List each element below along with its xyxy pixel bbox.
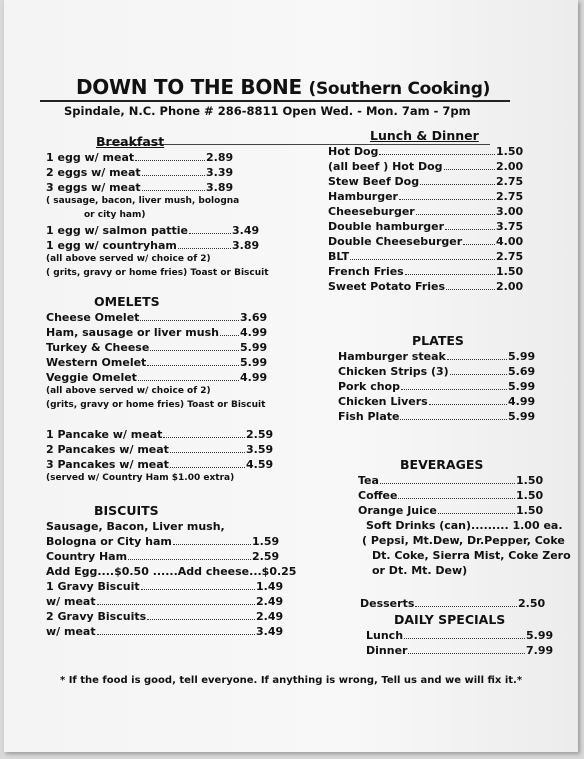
- dot-leader: [415, 597, 517, 607]
- menu-item-name: (all beef ) Hot Dog: [328, 160, 443, 173]
- menu-item-price: 1.50: [516, 504, 544, 517]
- menu-item-price: 2.75: [496, 190, 524, 203]
- breakfast-list-1: [46, 151, 306, 196]
- menu-item-name: Lunch: [366, 629, 404, 642]
- menu-item-name: Cheeseburger: [328, 205, 415, 218]
- breakfast-list-2: [46, 224, 306, 254]
- menu-item-name: 3 Pancakes w/ meat: [46, 458, 169, 471]
- menu-item-name: 2 Gravy Biscuits: [46, 610, 147, 623]
- menu-item: [328, 250, 553, 265]
- menu-item-price: 1.50: [516, 474, 544, 487]
- dot-leader: [463, 235, 495, 245]
- dot-leader: [173, 535, 251, 545]
- menu-item-price: 3.89: [206, 181, 234, 194]
- right-column: [328, 128, 553, 295]
- menu-item: [46, 443, 306, 458]
- restaurant-title: [76, 75, 506, 99]
- menu-item: [328, 280, 553, 295]
- menu-item: [366, 644, 554, 659]
- pancakes-list: [46, 428, 306, 473]
- biscuits-title: BISCUITS: [94, 503, 159, 518]
- menu-item-name: Fish Plate: [338, 410, 400, 423]
- menu-item: [46, 428, 306, 443]
- dot-leader: [142, 181, 205, 191]
- menu-item-price: 2.50: [518, 597, 546, 610]
- menu-item-name: Bologna or City ham: [46, 535, 172, 548]
- menu-item-name: Desserts: [360, 597, 415, 610]
- dot-leader: [350, 250, 495, 260]
- footer-note: * If the food is good, tell everyone. If anything is wrong, Tell us and we will fix it.*: [60, 675, 523, 686]
- left-column: [46, 134, 306, 640]
- desserts-specials: [360, 597, 554, 659]
- menu-item-name: Ham, sausage or liver mush: [46, 326, 219, 339]
- dot-leader: [140, 311, 239, 321]
- menu-item-name: French Fries: [328, 265, 404, 278]
- lunch-title: Lunch & Dinner: [370, 128, 479, 143]
- menu-item-price: 3.00: [496, 205, 524, 218]
- beverages-list: [358, 474, 573, 519]
- dot-leader: [429, 395, 507, 405]
- menu-item: [338, 380, 548, 395]
- menu-item-price: 7.99: [526, 644, 554, 657]
- menu-item: [46, 535, 306, 550]
- menu-item-name: Western Omelet: [46, 356, 147, 369]
- menu-item-price: 1.50: [496, 265, 524, 278]
- dot-leader: [405, 265, 495, 275]
- menu-item-price: 4.00: [496, 235, 524, 248]
- lunch-list: [328, 145, 553, 295]
- menu-item-name: Tea: [358, 474, 379, 487]
- menu-item: [46, 595, 306, 610]
- dot-leader: [400, 410, 507, 420]
- dot-leader: [147, 610, 255, 620]
- menu-item-price: 5.99: [240, 356, 268, 369]
- biscuits-list-1: [46, 535, 306, 565]
- title-divider: [40, 100, 510, 102]
- menu-item-name: Orange Juice: [358, 504, 437, 517]
- menu-item-price: 3.39: [206, 166, 234, 179]
- menu-item-name: Hamburger: [328, 190, 398, 203]
- menu-item-price: 5.99: [526, 629, 554, 642]
- menu-item-name: Double hamburger: [328, 220, 445, 233]
- soft-drinks-list: or Dt. Mt. Dew): [372, 564, 468, 577]
- dot-leader: [379, 145, 495, 155]
- menu-item: [46, 610, 306, 625]
- menu-item-name: 1 egg w/ salmon pattie: [46, 224, 188, 237]
- biscuits-line: Sausage, Bacon, Liver mush,: [46, 520, 225, 533]
- menu-item-name: Chicken Livers: [338, 395, 428, 408]
- menu-item-price: 5.99: [508, 350, 536, 363]
- menu-item-price: 4.99: [240, 371, 268, 384]
- menu-item-name: BLT: [328, 250, 350, 263]
- menu-item-name: 1 Gravy Biscuit: [46, 580, 140, 593]
- breakfast-title: Breakfast: [96, 134, 165, 149]
- menu-item: [366, 629, 554, 644]
- menu-item: [46, 311, 306, 326]
- menu-item: [358, 489, 573, 504]
- dot-leader: [447, 350, 507, 360]
- menu-item-price: 5.99: [508, 410, 536, 423]
- menu-item: [328, 160, 553, 175]
- beverages-section: [358, 457, 573, 579]
- menu-item: [328, 220, 553, 235]
- menu-item: [46, 239, 306, 254]
- menu-item-price: 4.59: [246, 458, 274, 471]
- menu-item: [46, 224, 306, 239]
- menu-item: [338, 410, 548, 425]
- breakfast-note: ( sausage, bacon, liver mush, bologna: [46, 196, 240, 206]
- menu-item: [338, 395, 548, 410]
- menu-item-price: 2.89: [206, 151, 234, 164]
- breakfast-note: or city ham): [84, 210, 146, 220]
- title-subtitle: (Southern Cooking): [308, 79, 491, 99]
- menu-item: [46, 326, 306, 341]
- menu-item-price: 2.49: [256, 595, 284, 608]
- dot-leader: [97, 625, 255, 635]
- menu-item-name: 1 Pancake w/ meat: [46, 428, 163, 441]
- dot-leader: [128, 550, 251, 560]
- dot-leader: [444, 160, 495, 170]
- menu-item-price: 2.59: [252, 550, 280, 563]
- dot-leader: [220, 326, 239, 336]
- dot-leader: [438, 504, 515, 514]
- menu-item: [46, 458, 306, 473]
- menu-item: [338, 350, 548, 365]
- menu-item: [46, 166, 306, 181]
- menu-item-price: 4.99: [240, 326, 268, 339]
- dot-leader: [398, 489, 515, 499]
- dot-leader: [420, 175, 495, 185]
- desserts-row: [360, 597, 550, 612]
- dot-leader: [404, 629, 525, 639]
- biscuits-list-2: [46, 580, 306, 640]
- menu-item-name: Hot Dog: [328, 145, 379, 158]
- menu-item: [358, 474, 573, 489]
- omelets-list: [46, 311, 306, 386]
- menu-item-name: 1 egg w/ meat: [46, 151, 135, 164]
- menu-item-name: Dinner: [366, 644, 408, 657]
- dot-leader: [408, 644, 525, 654]
- menu-item-price: 4.99: [508, 395, 536, 408]
- menu-item: [328, 190, 553, 205]
- pancakes-note: (served w/ Country Ham $1.00 extra): [46, 473, 235, 483]
- menu-item-price: 5.99: [508, 380, 536, 393]
- soft-drinks-list: ( Pepsi, Mt.Dew, Dr.Pepper, Coke: [362, 534, 565, 547]
- menu-item-name: Pork chop: [338, 380, 400, 393]
- menu-item-name: Double Cheeseburger: [328, 235, 463, 248]
- dot-leader: [450, 365, 507, 375]
- soft-drinks: Soft Drinks (can)......... 1.00 ea.: [366, 519, 563, 532]
- menu-item-price: 1.50: [516, 489, 544, 502]
- beverages-title: BEVERAGES: [400, 457, 484, 472]
- plates-title: PLATES: [412, 333, 464, 348]
- menu-item-price: 2.75: [496, 175, 524, 188]
- specials-title: DAILY SPECIALS: [394, 612, 506, 627]
- menu-item: [46, 580, 306, 595]
- menu-item-name: Chicken Strips (3): [338, 365, 449, 378]
- menu-item-name: Cheese Omelet: [46, 311, 140, 324]
- omelets-note: (all above served w/ choice of 2): [46, 386, 211, 396]
- menu-item-name: Veggie Omelet: [46, 371, 137, 384]
- menu-item: [358, 504, 573, 519]
- menu-item-price: 1.49: [256, 580, 284, 593]
- menu-item: [46, 625, 306, 640]
- menu-item-price: 5.99: [240, 341, 268, 354]
- menu-item-price: 2.49: [256, 610, 284, 623]
- menu-item-price: 2.00: [496, 280, 524, 293]
- dot-leader: [141, 580, 255, 590]
- plates-list: [338, 350, 548, 425]
- menu-item: [328, 205, 553, 220]
- dot-leader: [150, 341, 239, 351]
- dot-leader: [445, 220, 495, 230]
- dot-leader: [416, 205, 495, 215]
- menu-item-price: 3.75: [496, 220, 524, 233]
- menu-item-name: Sweet Potato Fries: [328, 280, 446, 293]
- menu-item-name: Country Ham: [46, 550, 128, 563]
- omelets-note: (grits, gravy or home fries) Toast or Biscuit: [46, 400, 266, 410]
- menu-item-price: 3.69: [240, 311, 268, 324]
- dot-leader: [189, 224, 231, 234]
- menu-item-name: w/ meat: [46, 595, 96, 608]
- title-main: DOWN TO THE BONE: [76, 75, 302, 99]
- dot-leader: [170, 443, 245, 453]
- dot-leader: [401, 380, 507, 390]
- dot-leader: [163, 428, 245, 438]
- dot-leader: [97, 595, 255, 605]
- dot-leader: [399, 190, 495, 200]
- breakfast-note: (all above served w/ choice of 2): [46, 254, 211, 264]
- menu-item-price: 2.59: [246, 428, 274, 441]
- menu-item-name: w/ meat: [46, 625, 96, 638]
- menu-item: [46, 341, 306, 356]
- menu-item: [46, 550, 306, 565]
- breakfast-note: ( grits, gravy or home fries) Toast or Biscuit: [46, 268, 269, 278]
- menu-item-price: 1.59: [252, 535, 280, 548]
- menu-item-price: 3.49: [256, 625, 284, 638]
- dot-leader: [380, 474, 515, 484]
- menu-item-name: 3 eggs w/ meat: [46, 181, 141, 194]
- menu-item-price: 2.75: [496, 250, 524, 263]
- menu-item-name: 2 eggs w/ meat: [46, 166, 141, 179]
- specials-list: [366, 629, 554, 659]
- dot-leader: [135, 151, 205, 161]
- menu-item-price: 2.00: [496, 160, 524, 173]
- dot-leader: [138, 371, 239, 381]
- menu-item: [328, 235, 553, 250]
- soft-drinks-list: Dt. Coke, Sierra Mist, Coke Zero: [372, 549, 571, 562]
- menu-item-name: 1 egg w/ countryham: [46, 239, 177, 252]
- menu-item: [338, 365, 548, 380]
- menu-item: [46, 371, 306, 386]
- menu-item-name: Stew Beef Dog: [328, 175, 420, 188]
- menu-item-price: 3.59: [246, 443, 274, 456]
- info-line: Spindale, N.C. Phone # 286-8811 Open Wed. - Mon. 7am - 7pm: [64, 104, 471, 118]
- dot-leader: [446, 280, 495, 290]
- menu-item-price: 3.89: [232, 239, 260, 252]
- menu-item-name: Hamburger steak: [338, 350, 446, 363]
- menu-item-name: Coffee: [358, 489, 398, 502]
- menu-item-price: 5.69: [508, 365, 536, 378]
- dot-leader: [147, 356, 239, 366]
- menu-item: [328, 265, 553, 280]
- biscuits-addons: Add Egg....$0.50 ......Add cheese...$0.25: [46, 565, 297, 578]
- menu-item: [46, 356, 306, 371]
- menu-item-name: Turkey & Cheese: [46, 341, 150, 354]
- menu-item: [328, 145, 553, 160]
- menu-item-name: 2 Pancakes w/ meat: [46, 443, 169, 456]
- menu-item: [360, 597, 550, 612]
- plates-section: [338, 333, 548, 425]
- dot-leader: [170, 458, 245, 468]
- menu-item-price: 3.49: [232, 224, 260, 237]
- menu-item: [46, 151, 306, 166]
- menu-item: [46, 181, 306, 196]
- omelets-title: OMELETS: [94, 294, 160, 309]
- dot-leader: [178, 239, 231, 249]
- menu-item: [328, 175, 553, 190]
- dot-leader: [142, 166, 205, 176]
- menu-item-price: 1.50: [496, 145, 524, 158]
